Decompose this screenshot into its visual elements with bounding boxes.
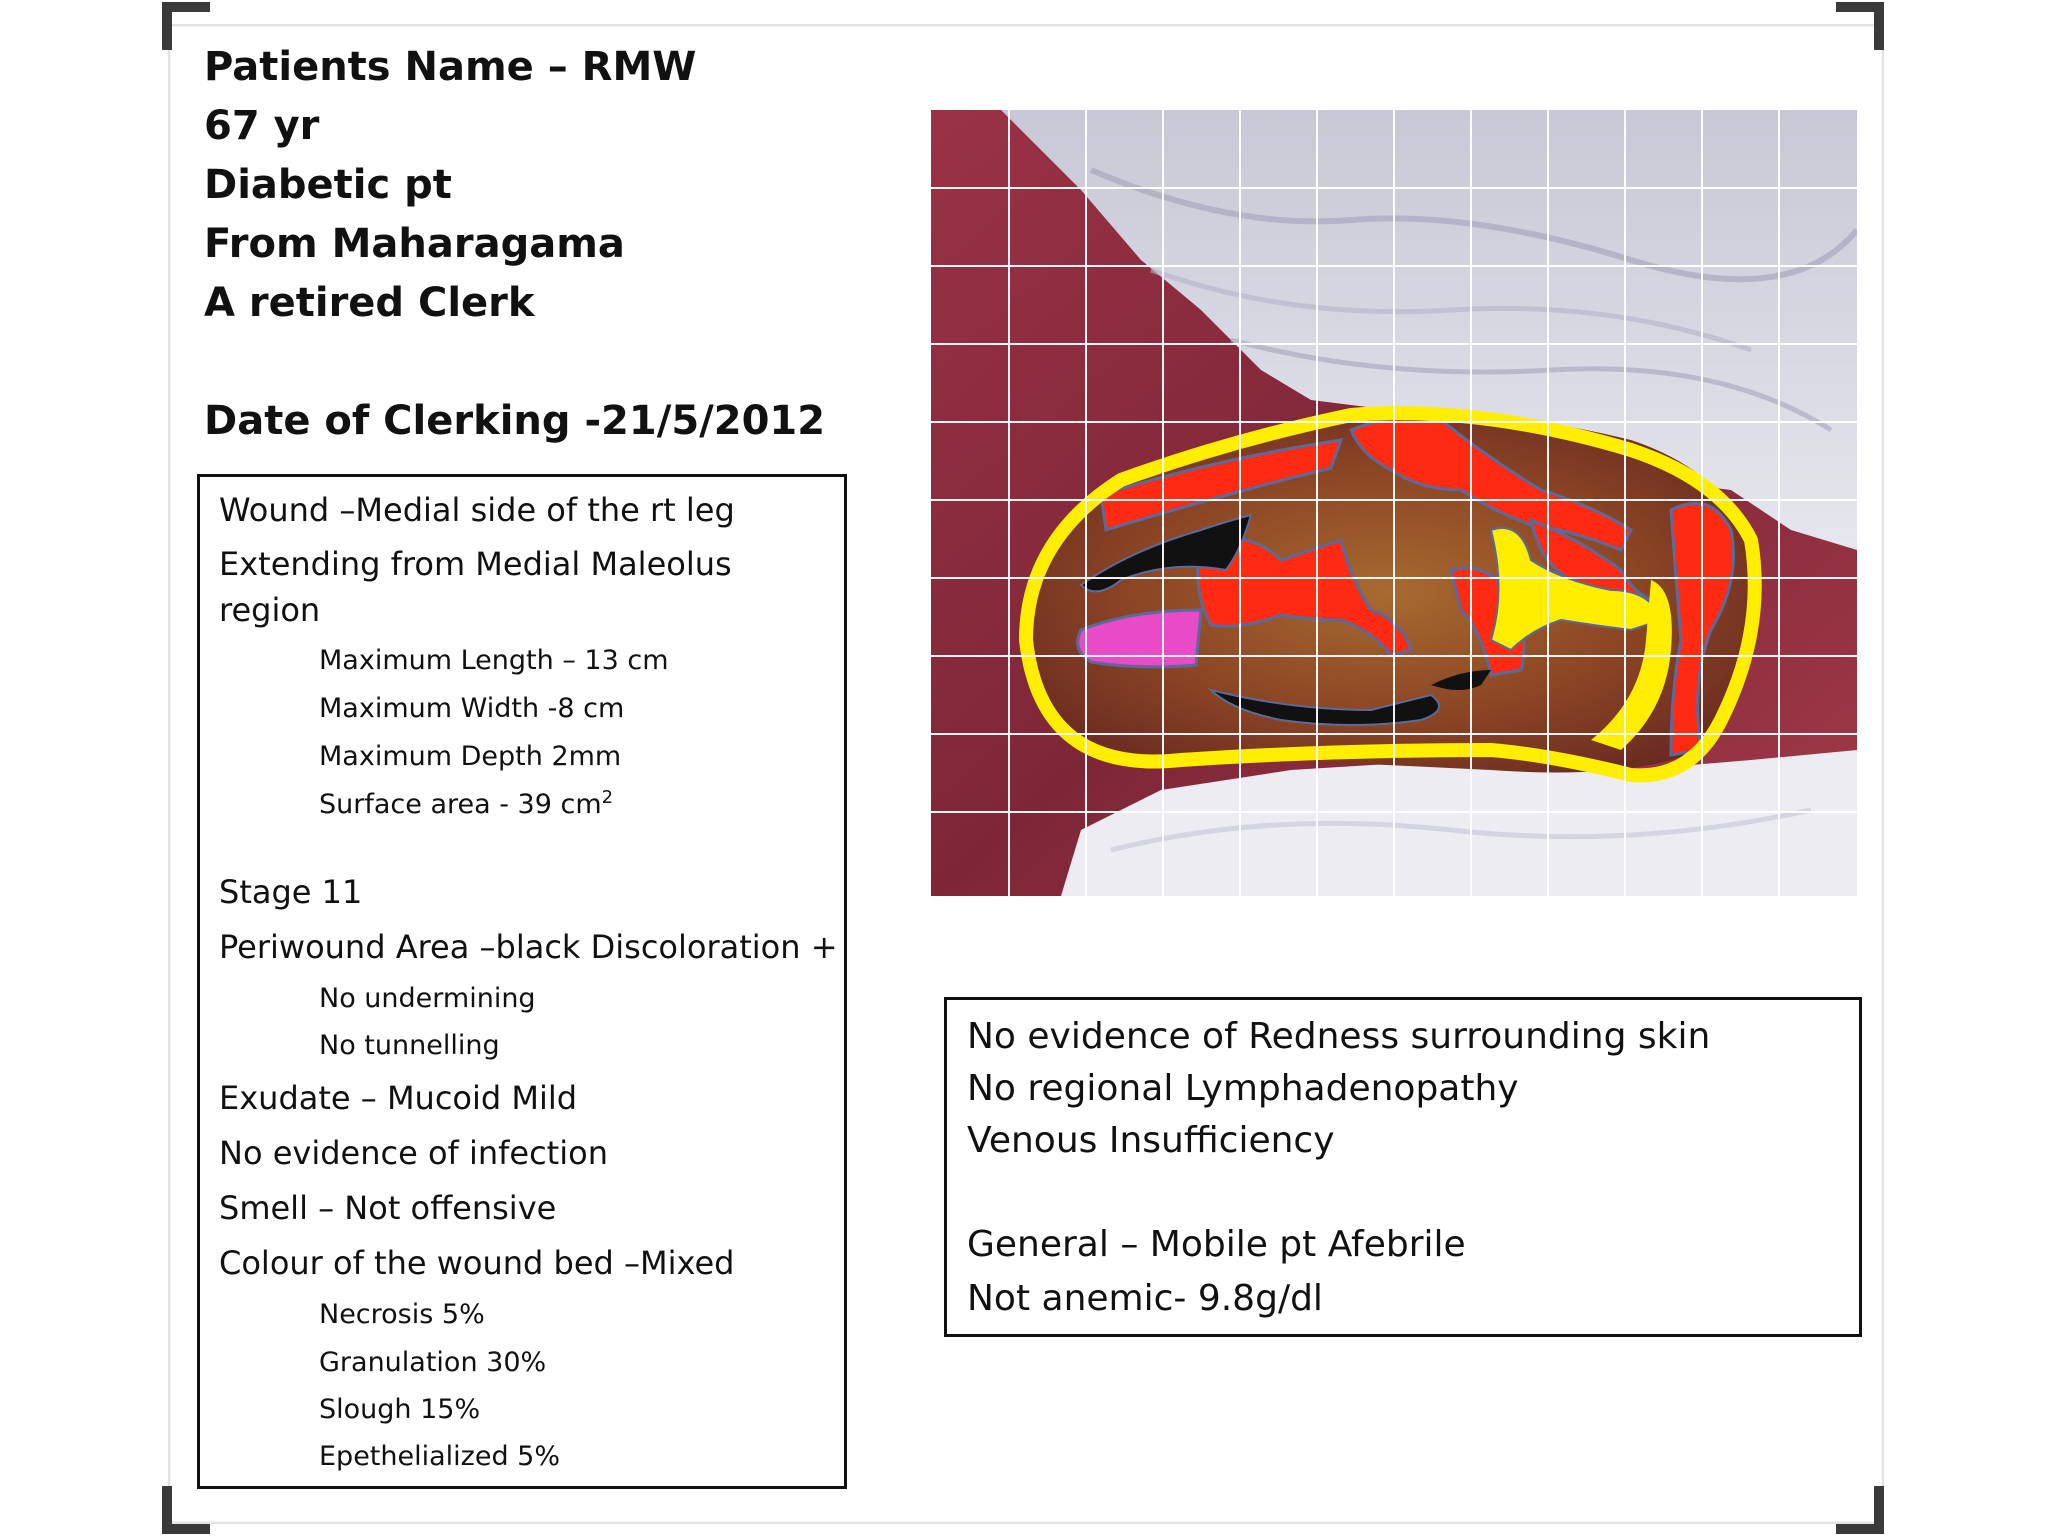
- lymphadenopathy-finding: No regional Lymphadenopathy: [967, 1068, 1519, 1109]
- frame-corner-bottom-right: [1836, 1486, 1884, 1534]
- patient-residence: From Maharagama: [204, 221, 625, 267]
- clinical-findings-box: [944, 997, 1862, 1337]
- undermining: No undermining: [319, 983, 536, 1014]
- wound-max-depth: Maximum Depth 2mm: [319, 741, 622, 772]
- granulation-percent: Granulation 30%: [319, 1347, 547, 1378]
- surface-area-text: Surface area - 39 cm: [319, 789, 602, 820]
- patient-header: [204, 38, 825, 451]
- frame-corner-top-right: [1836, 2, 1884, 50]
- wound-illustration: [931, 110, 1857, 896]
- patient-age: 67 yr: [204, 103, 320, 149]
- frame-corner-top-left: [162, 2, 210, 50]
- patient-condition: Diabetic pt: [204, 162, 452, 208]
- wound-location: Wound –Medial side of the rt leg: [219, 491, 735, 529]
- necrosis-percent: Necrosis 5%: [319, 1299, 485, 1330]
- wound-max-length: Maximum Length – 13 cm: [319, 645, 669, 676]
- anemia-finding: Not anemic- 9.8g/dl: [967, 1278, 1323, 1319]
- epithelialized-percent: Epethelialized 5%: [319, 1441, 561, 1472]
- venous-finding: Venous Insufficiency: [967, 1120, 1335, 1161]
- surface-area-superscript: 2: [601, 787, 614, 808]
- infection-status: No evidence of infection: [219, 1134, 608, 1172]
- wound-extent: Extending from Medial Maleolus: [219, 545, 732, 583]
- clerking-date: Date of Clerking -21/5/2012: [204, 398, 826, 444]
- slough-percent: Slough 15%: [319, 1394, 481, 1425]
- exudate: Exudate – Mucoid Mild: [219, 1079, 578, 1117]
- wound-max-width: Maximum Width -8 cm: [319, 693, 625, 724]
- frame-corner-bottom-left: [162, 1486, 210, 1534]
- wound-assessment-box: [197, 474, 847, 1489]
- wound-stage: Stage 11: [219, 873, 363, 911]
- patient-occupation: A retired Clerk: [204, 280, 535, 326]
- tunnelling: No tunnelling: [319, 1030, 500, 1061]
- wound-surface-area: [319, 787, 613, 820]
- periwound-area: Periwound Area –black Discoloration +: [219, 928, 838, 966]
- general-finding: General – Mobile pt Afebrile: [967, 1224, 1466, 1265]
- smell: Smell – Not offensive: [219, 1189, 557, 1227]
- wound-extent-region: region: [219, 591, 321, 629]
- patient-name: Patients Name – RMW: [204, 44, 697, 90]
- wound-bed-colour: Colour of the wound bed –Mixed: [219, 1244, 735, 1282]
- wound-photo-grid: [931, 110, 1857, 896]
- redness-finding: No evidence of Redness surrounding skin: [967, 1016, 1711, 1057]
